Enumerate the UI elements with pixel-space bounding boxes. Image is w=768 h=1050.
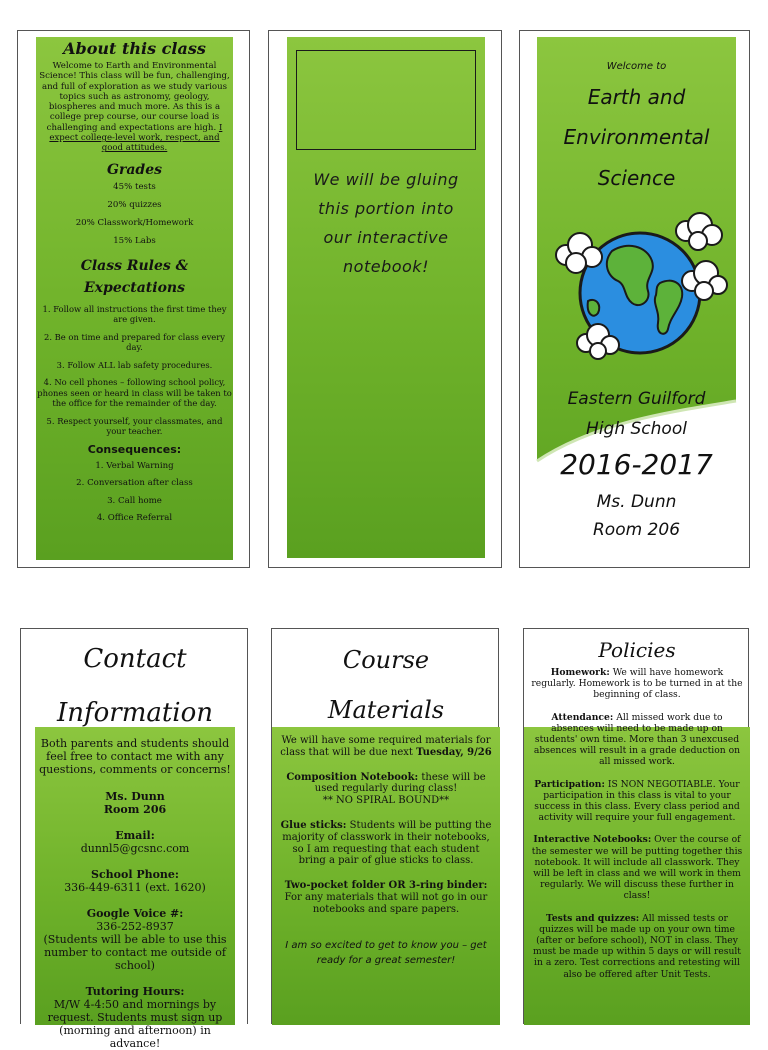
- consequence-item: 3. Call home: [107, 495, 162, 506]
- rules-title-2: Expectations: [84, 279, 185, 296]
- consequences-title: Consequences:: [87, 442, 182, 456]
- materials-title-2: Materials: [327, 696, 445, 724]
- consequence-item: 4. Office Referral: [96, 513, 173, 524]
- rule-item: 4. No cell phones – following school policy, phones seen or heard in class will be taken to the office for the remainder of the day.: [37, 377, 232, 409]
- materials-title-1: Course: [342, 646, 430, 674]
- contact-tutor: M/W 4-4:50 and mornings by request. Students must sign up (morning and afternoon) in advance!: [47, 998, 223, 1050]
- policy-item: Homework: We will have homework regularly. Homework is to be turned in at the beginning of class.: [531, 667, 743, 701]
- panel-contact: [20, 628, 248, 1050]
- materials-comp: Composition Notebook: these will be used regularly during class!: [286, 771, 486, 795]
- cover-year: 2016-2017: [560, 448, 713, 481]
- consequence-item: 1. Verbal Warning: [95, 460, 174, 471]
- panel-glue: [268, 30, 502, 568]
- cover-teacher: Ms. Dunn: [596, 492, 677, 512]
- cover-school-1: Eastern Guilford: [567, 389, 706, 409]
- grades-list: [36, 178, 233, 250]
- about-expectation: I expect college-level work, respect, and good attitudes.: [49, 122, 223, 154]
- contact-room: Room 206: [103, 803, 167, 816]
- rule-item: 5. Respect yourself, your classmates, and your teacher.: [46, 415, 223, 437]
- contact-email-label: Email:: [115, 829, 155, 842]
- contact-gv-note: (Students will be able to use this number to contact me outside of school): [43, 933, 227, 972]
- materials-glue: Glue sticks: Students will be putting the majority of classwork in their notebooks, so I am requesting that each student bring a pair of glue sticks to class.: [280, 819, 492, 867]
- grade-item: 45% tests: [113, 181, 156, 192]
- contact-body: [35, 737, 235, 1050]
- panel-cover: [519, 30, 750, 568]
- policies-title: Policies: [598, 638, 676, 662]
- materials-intro: We will have some required materials for class that will be due next Tuesday, 9/26: [280, 735, 492, 758]
- policy-item: Participation: IS NON NEGOTIABLE. Your participation in this class is vital to your success in this class. Every class period and activity will require your full engagement.: [534, 778, 740, 824]
- rules-list: [36, 304, 233, 437]
- cover-welcome: Welcome to: [606, 61, 667, 72]
- panel-materials: [271, 628, 499, 1024]
- materials-closing: I am so excited to get to know you – get ready for a great semester!: [285, 939, 487, 966]
- cover-school-2: High School: [586, 419, 687, 439]
- rule-item: 1. Follow all instructions the first time they are given.: [42, 303, 227, 325]
- policies-body: [530, 667, 744, 980]
- earth-icon: [552, 211, 728, 361]
- rule-item: 3. Follow ALL lab safety procedures.: [56, 359, 213, 370]
- contact-tutor-label: Tutoring Hours:: [85, 985, 185, 998]
- cover-room: Room 206: [592, 520, 681, 540]
- contact-gv: 336-252-8937: [96, 920, 174, 933]
- rules-title-1: Class Rules &: [80, 257, 189, 274]
- glue-box: [296, 50, 476, 150]
- about-content: [36, 37, 233, 528]
- contact-intro: Both parents and students should feel free to contact me with any questions, comments or concerns!: [39, 737, 231, 776]
- about-intro: Welcome to Earth and Environmental Science! This class will be fun, challenging, and full of exploration as we study various topics such as astronomy, geology, biospheres and much more. As this is a college prep course, our course load is challenging and expectations are high. I expect college-level work, respect, and good attitudes.: [39, 61, 230, 154]
- materials-folder: Two-pocket folder OR 3-ring binder: For any materials that will not go in our notebooks and spare papers.: [284, 880, 488, 915]
- cover-title-3: Science: [597, 166, 676, 190]
- contact-phone-label: School Phone:: [91, 868, 179, 881]
- cover-title-1: Earth and: [587, 85, 686, 109]
- about-title: About this class: [63, 39, 206, 58]
- policy-item: Attendance: All missed work due to absences will need to be made up on students' own time. More than 3 unexcused absences will result in a grade deduction on all missed work.: [533, 711, 741, 768]
- panel-policies: [523, 628, 749, 1024]
- consequences-list: [36, 458, 233, 528]
- contact-name: Ms. Dunn: [105, 790, 165, 803]
- policy-item: Tests and quizzes: All missed tests or quizzes will be made up on your own time (after or before school), NOT in class. They must be made up within 5 days or will result in a zero. Test corrections and retesting will also be offered after Unit Tests.: [532, 912, 741, 980]
- contact-title-1: Contact: [83, 644, 187, 674]
- rule-item: 2. Be on time and prepared for class every day.: [43, 331, 225, 353]
- panel-about: [17, 30, 250, 568]
- policy-item: Interactive Notebooks: Over the course of the semester we will be putting together this notebook. It will include all classwork. They will be left in class and we will work in them regularly. We will discuss these further in class!: [531, 834, 743, 902]
- grade-item: 20% Classwork/Homework: [75, 217, 194, 228]
- contact-title-2: Information: [56, 698, 214, 728]
- grades-title: Grades: [107, 161, 162, 178]
- materials-comp-note: ** NO SPIRAL BOUND**: [322, 795, 450, 807]
- materials-body: [278, 735, 494, 968]
- contact-phone: 336-449-6311 (ext. 1620): [64, 881, 206, 894]
- grade-item: 15% Labs: [113, 235, 156, 246]
- cover-title-2: Environmental: [563, 125, 710, 149]
- grade-item: 20% quizzes: [107, 199, 162, 210]
- contact-email[interactable]: dunnl5@gcsnc.com: [80, 842, 190, 855]
- glue-text: We will be gluing this portion into our interactive notebook!: [313, 170, 459, 276]
- consequence-item: 2. Conversation after class: [76, 478, 193, 489]
- contact-gv-label: Google Voice #:: [86, 907, 184, 920]
